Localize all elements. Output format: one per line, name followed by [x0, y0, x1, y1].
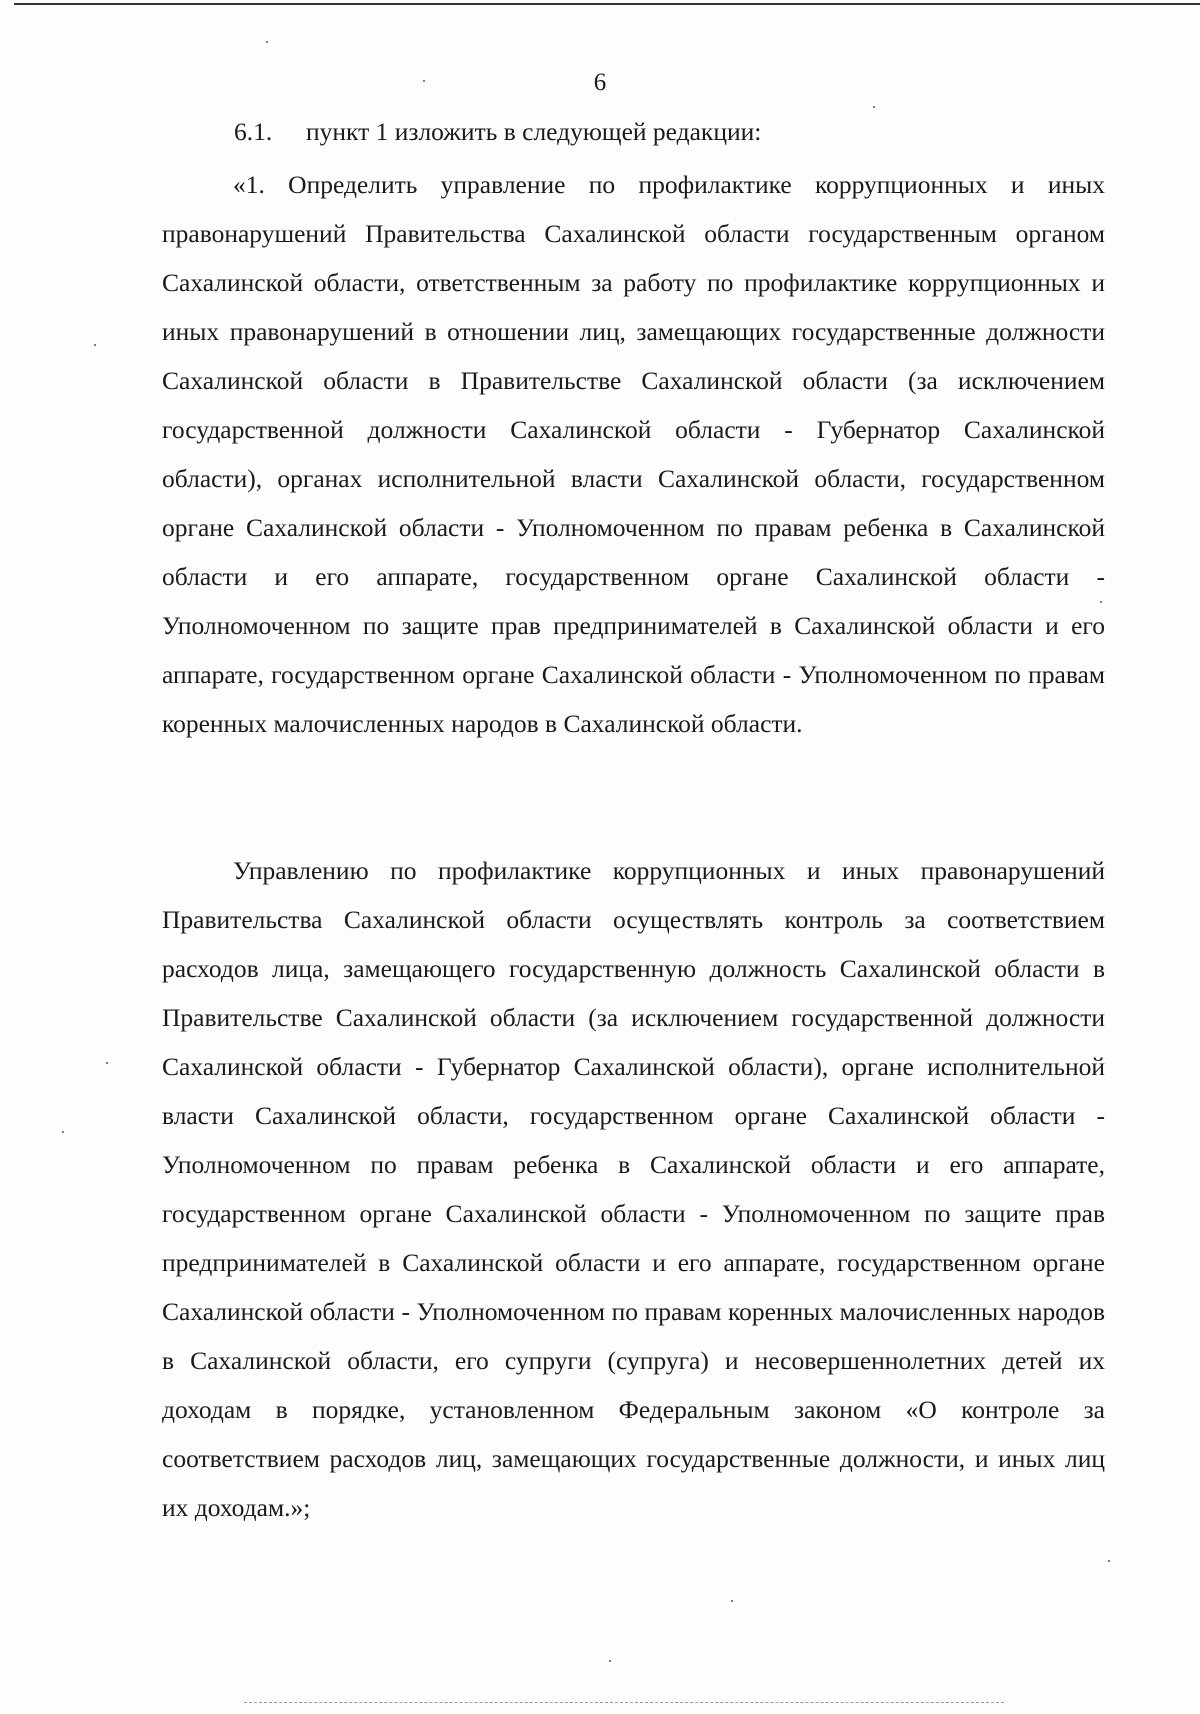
top-scan-edge: [14, 3, 1200, 5]
scan-speck: [1108, 1560, 1110, 1562]
scan-speck: [873, 106, 875, 108]
page-number: 6: [593, 69, 607, 96]
scan-speck: [609, 1660, 611, 1662]
scan-speck: [94, 344, 96, 346]
item-number: 6.1.: [234, 117, 273, 146]
paragraph-1: «1. Определить управление по профилактике коррупционных и иных правонарушений Правительства Сахалинской области государственным органом Сахалинской области, ответственным за работу по профилактике коррупционных и иных правонарушений в отношении лиц, замещающих государственные должности Сахалинской области в Правительстве Сахалинской области (за исключением государственной должности Сахалинской области - Губернатор Сахалинской области), органах исполнительной власти Сахалинской области, государственном органе Сахалинской области - Уполномоченном по правам ребенка в Сахалинской области и его аппарате, государственном органе Сахалинской области - Уполномоченном по защите прав предпринимателей в Сахалинской области и его аппарате, государственном органе Сахалинской области - Уполномоченном по правам коренных малочисленных народов в Сахалинской области.: [162, 170, 1105, 738]
scan-speck: [423, 80, 425, 82]
scan-speck: [1100, 601, 1102, 603]
bottom-scan-edge: [244, 1702, 1004, 1703]
paragraph-1-block: [162, 160, 1105, 748]
item-heading: [234, 112, 761, 152]
item-text: пункт 1 изложить в следующей редакции:: [306, 117, 762, 146]
paragraph-2-block: [162, 846, 1105, 1532]
scan-speck: [62, 1131, 64, 1133]
paragraph-2: Управлению по профилактике коррупционных и иных правонарушений Правительства Сахалинской области осуществлять контроль за соответствием расходов лица, замещающего государственную должность Сахалинской области в Правительстве Сахалинской области (за исключением государственной должности Сахалинской области - Губернатор Сахалинской области), органе исполнительной власти Сахалинской области, государственном органе Сахалинской области - Уполномоченном по правам ребенка в Сахалинской области и его аппарате, государственном органе Сахалинской области - Уполномоченном по защите прав предпринимателей в Сахалинской области и его аппарате, государственном органе Сахалинской области - Уполномоченном по правам коренных малочисленных народов в Сахалинской области, его супруги (супруга) и несовершеннолетних детей их доходам в порядке, установленном Федеральным законом «О контроле за соответствием расходов лиц, замещающих государственные должности, и иных лиц их доходам.»;: [162, 856, 1105, 1522]
scan-speck: [106, 1062, 108, 1064]
scan-speck: [266, 41, 268, 43]
scan-speck: [731, 1600, 733, 1602]
